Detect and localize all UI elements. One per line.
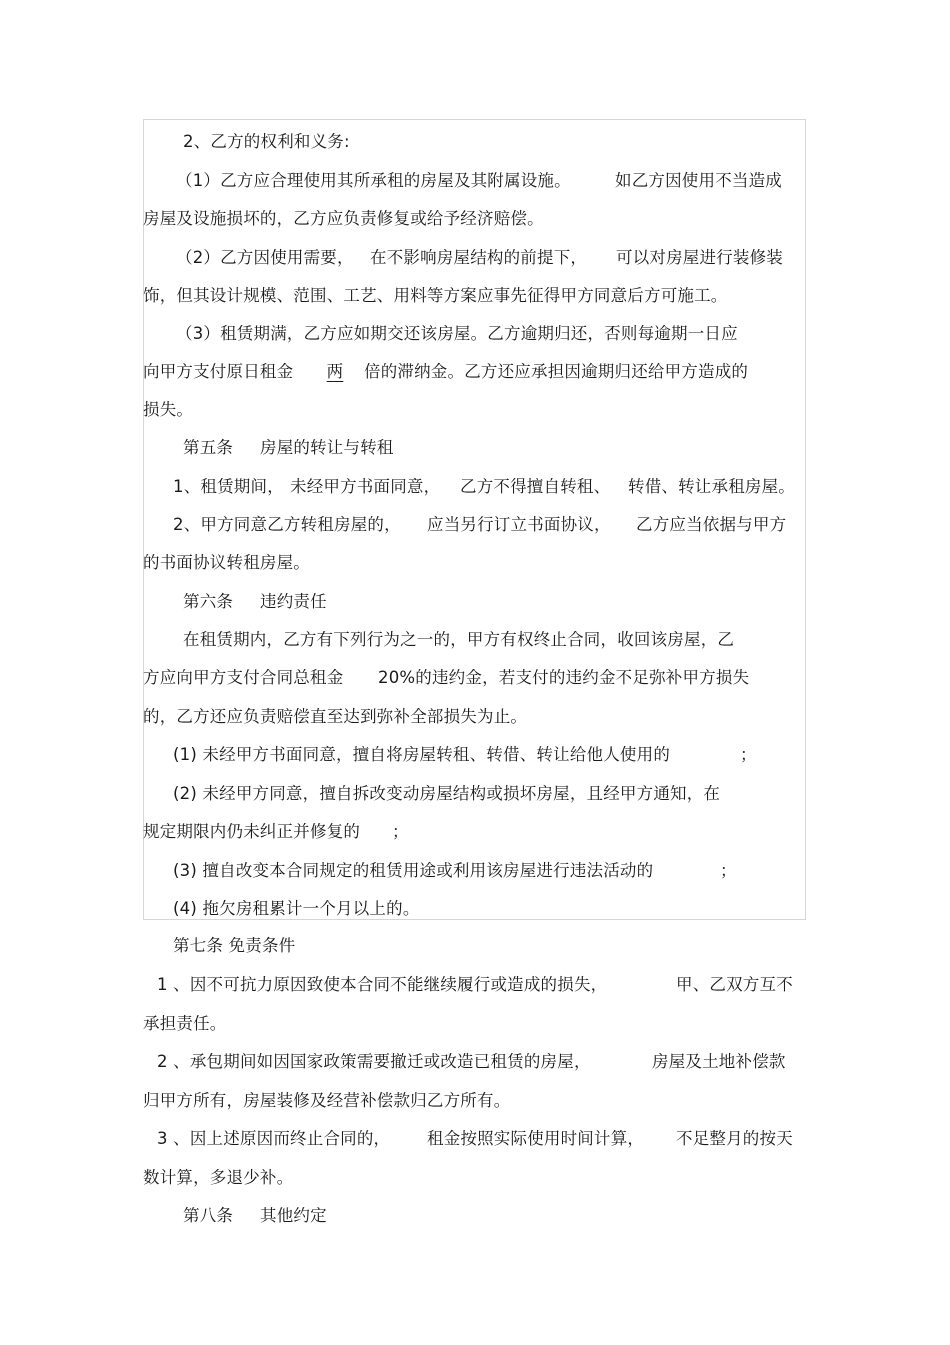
- text-line: 房屋及设施损坏的，乙方应负责修复或给予经济赔偿。: [143, 209, 544, 228]
- text-line: （2）乙方因使用需要，: [176, 248, 354, 267]
- text-line: 倍的滞纳金。乙方还应承担因逾期归还给甲方造成的: [364, 362, 749, 381]
- text-line: 1 、因不可抗力原因致使本合同不能继续履行或造成的损失，: [157, 975, 608, 994]
- text-line: 乙方不得擅自转租、: [460, 477, 611, 496]
- text-line: （3）租赁期满，乙方应如期交还该房屋。乙方逾期归还，否则每逾期一日应: [176, 324, 738, 343]
- list-item: (1) 未经甲方书面同意，擅自将房屋转租、转借、转让给他人使用的: [173, 745, 671, 764]
- text-line: 方应向甲方支付合同总租金: [143, 668, 344, 687]
- text-line: 向甲方支付原日租金: [143, 362, 294, 381]
- text-line: 应当另行订立书面协议，: [427, 515, 611, 534]
- text-line: 的书面协议转租房屋。: [143, 553, 310, 572]
- text-line: 在不影响房屋结构的前提下，: [370, 248, 588, 267]
- text-line: 可以对房屋进行装修装: [616, 248, 783, 267]
- text-line: （1）乙方应合理使用其所承租的房屋及其附属设施。: [176, 171, 571, 190]
- text-line: 不足整月的按天: [676, 1129, 793, 1148]
- text-line: 1、租赁期间，: [173, 477, 284, 496]
- text-line: 的，乙方还应负责赔偿直至达到弥补全部损失为止。: [143, 707, 528, 726]
- article-number: 第六条: [183, 592, 234, 611]
- list-item: (2) 未经甲方同意，擅自拆改变动房屋结构或损坏房屋，且经甲方通知，在: [173, 784, 721, 803]
- text-line: 甲、乙双方互不: [676, 975, 793, 994]
- text-line: 乙方应当依据与甲方: [636, 515, 787, 534]
- text-line: 房屋及土地补偿款: [652, 1052, 786, 1071]
- text-line: 2、甲方同意乙方转租房屋的，: [173, 515, 401, 534]
- text-line: ；: [720, 861, 737, 880]
- article-number: 第八条: [183, 1206, 234, 1225]
- list-item: (3) 擅自改变本合同规定的租赁用途或利用该房屋进行违法活动的: [173, 861, 654, 880]
- text-line: ；: [740, 745, 757, 764]
- text-line: 规定期限内仍未纠正并修复的: [143, 822, 361, 841]
- article-title: 其他约定: [260, 1206, 327, 1225]
- text-line: 租金按照实际使用时间计算，: [427, 1129, 645, 1148]
- article-title: 违约责任: [260, 592, 327, 611]
- text-line: 3 、因上述原因而终止合同的，: [157, 1129, 391, 1148]
- article-number: 第五条: [183, 438, 234, 457]
- text-line: 数计算，多退少补。: [143, 1168, 294, 1187]
- text-line: 未经甲方书面同意，: [290, 477, 441, 496]
- text-line: 转借、转让承租房屋。: [628, 477, 795, 496]
- text-line: 如乙方因使用不当造成: [615, 171, 782, 190]
- list-item: (4) 拖欠房租累计一个月以上的。: [173, 899, 420, 918]
- text-line: ；: [392, 822, 409, 841]
- text-line: 2、乙方的权利和义务:: [183, 132, 350, 151]
- text-line: 2 、承包期间如因国家政策需要撤迁或改造已租赁的房屋，: [157, 1052, 591, 1071]
- text-line: 饰，但其设计规模、范围、工艺、用料等方案应事先征得甲方同意后方可施工。: [143, 286, 728, 305]
- text-line: 损失。: [143, 400, 194, 419]
- article-title: 房屋的转让与转租: [260, 438, 394, 457]
- article-heading: 第七条 免责条件: [173, 936, 296, 955]
- text-line: 在租赁期内，乙方有下列行为之一的，甲方有权终止合同，收回该房屋，乙: [183, 630, 735, 649]
- text-line: 承担责任。: [143, 1014, 227, 1033]
- filled-blank-multiplier: 两: [326, 362, 344, 381]
- text-line: 20%的违约金，若支付的违约金不足弥补甲方损失: [378, 668, 750, 687]
- text-line: 归甲方所有，房屋装修及经营补偿款归乙方所有。: [143, 1091, 511, 1110]
